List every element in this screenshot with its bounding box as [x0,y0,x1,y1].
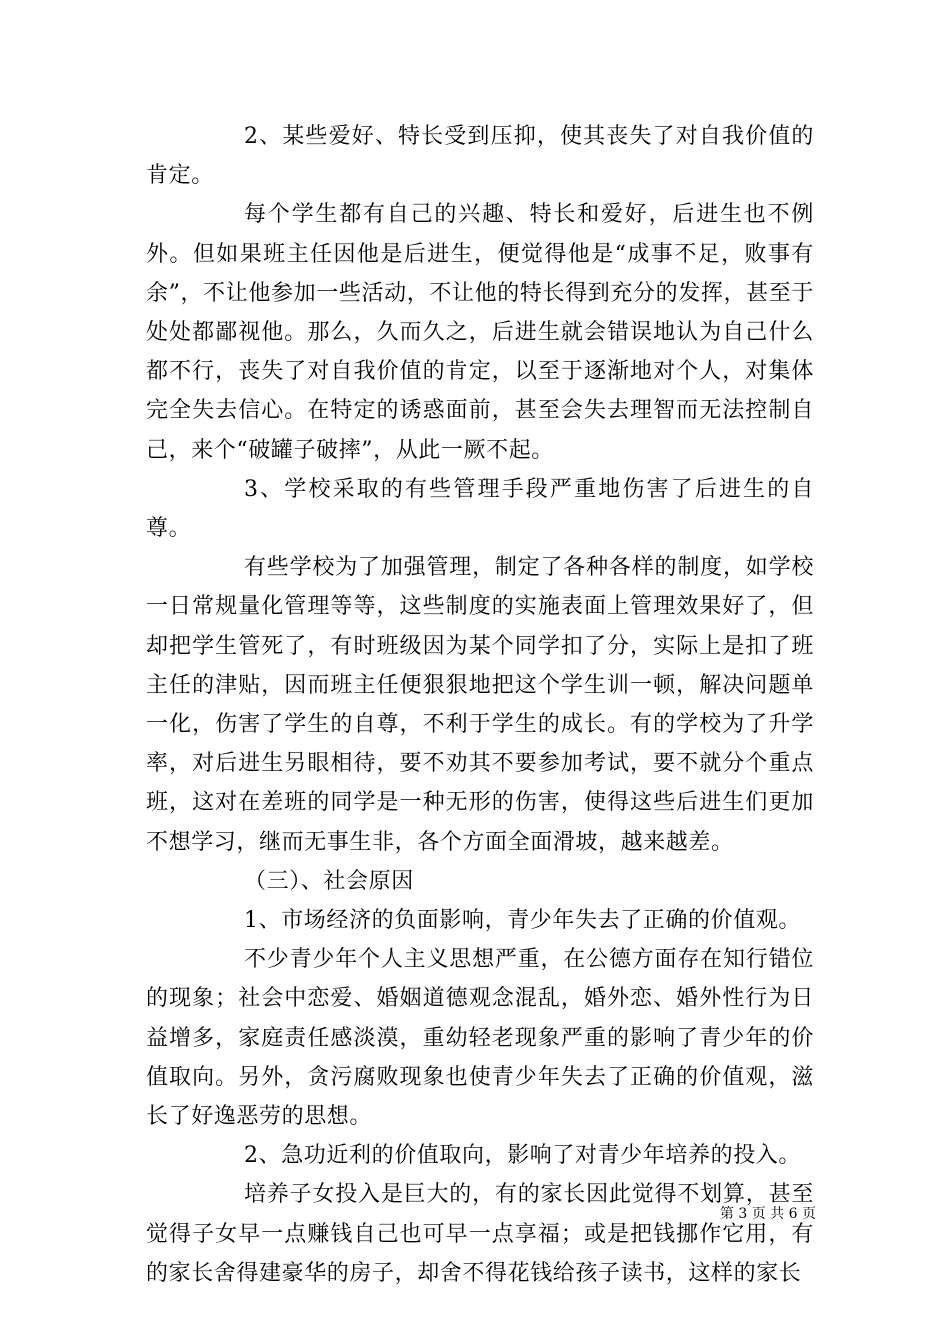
paragraph-subheading-2: 2、某些爱好、特长受到压抑，使其丧失了对自我价值的肯定。 [146,124,814,189]
paragraph-body: 不少青少年个人主义思想严重，在公德方面存在知行错位的现象；社会中恋爱、婚姻道德观念混乱，婚外恋、婚外性行为日益增多，家庭责任感淡漠，重幼轻老现象严重的影响了青少年的价值取向。另外，贪污腐败现象也使青少年失去了正确的价值观，滋长了好逸恶劳的思想。 [146,947,814,1130]
paragraph-subheading-1: 1、市场经济的负面影响，青少年失去了正确的价值观。 [244,908,801,934]
paragraph-subheading-2b: 2、急功近利的价值取向，影响了对青少年培养的投入。 [244,1143,801,1169]
page-number: 第 3 页 共 6 页 [719,1206,816,1222]
paragraph-subheading-3: 3、学校采取的有些管理手段严重地伤害了后进生的自尊。 [146,476,814,542]
section-heading-social-causes: （三）、社会原因 [244,868,414,894]
paragraph-body: 培养子女投入是巨大的，有的家长因此觉得不划算，甚至觉得子女早一点赚钱自己也可早一点享福；或是把钱挪作它用，有的家长舍得建豪华的房子，却舍不得花钱给孩子读书，这样的家长 [146,1182,814,1286]
document-body [146,117,814,1293]
paragraph-body: 有些学校为了加强管理，制定了各种各样的制度，如学校一日常规量化管理等等，这些制度的实施表面上管理效果好了，但却把学生管死了，有时班级因为某个同学扣了分，实际上是扣了班主任的津贴，因而班主任便狠狠地把这个学生训一顿，解决问题单一化，伤害了学生的自尊，不利于学生的成长。有的学校为了升学率，对后进生另眼相待，要不劝其不要参加考试，要不就分个重点班，这对在差班的同学是一种无形的伤害，使得这些后进生们更加不想学习，继而无事生非，各个方面全面滑坡，越来越差。 [146,555,814,855]
paragraph-body: 每个学生都有自己的兴趣、特长和爱好，后进生也不例外。但如果班主任因他是后进生，便觉得他是“成事不足，败事有余”，不让他参加一些活动，不让他的特长得到充分的发挥，甚至于处处都鄙视他。那么，久而久之，后进生就会错误地认为自己什么都不行，丧失了对自我价值的肯定，以至于逐渐地对个人，对集体完全失去信心。在特定的诱惑面前，甚至会失去理智而无法控制自己，来个“破罐子破摔”，从此一厥不起。 [146,202,814,463]
